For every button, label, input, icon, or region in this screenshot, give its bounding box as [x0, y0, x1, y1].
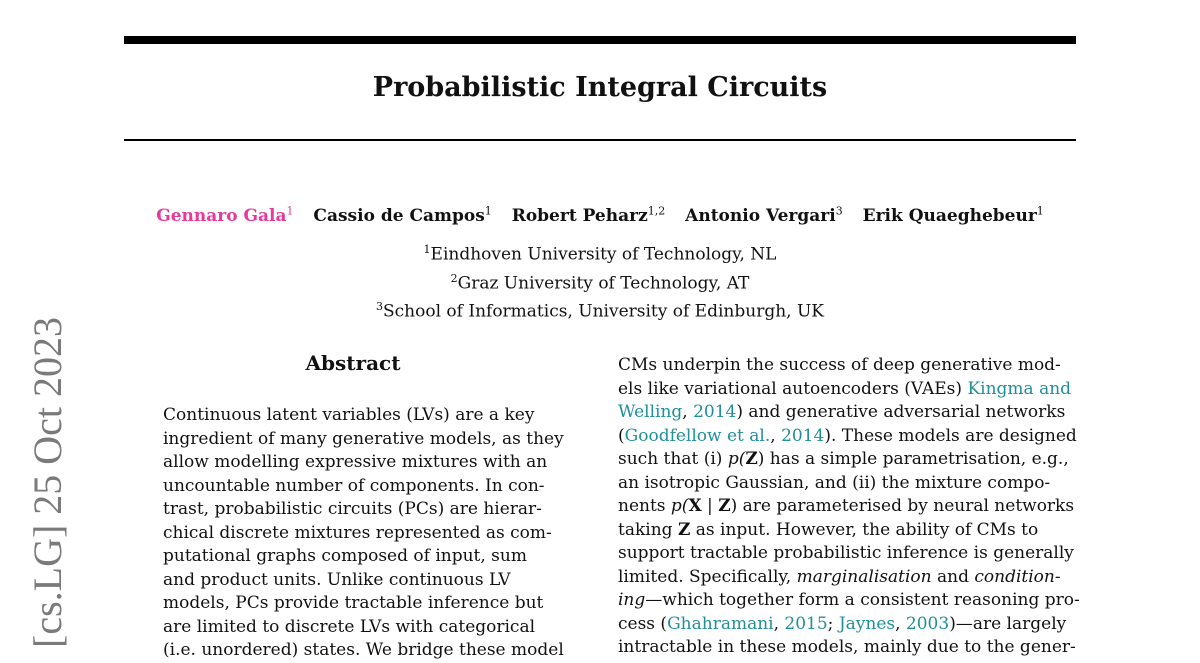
- term-conditioning: condition-: [974, 566, 1061, 587]
- affiliation-list: [124, 238, 1076, 324]
- math-z: Z: [718, 496, 731, 516]
- math-z: Z: [677, 519, 691, 540]
- term-conditioning-suffix: ing: [618, 590, 646, 610]
- author-erik-quaeghebeur: [863, 206, 1044, 226]
- abstract-line: (i.e. unordered) states. We bridge these model: [163, 640, 564, 660]
- abstract-line: ingredient of many generative models, as they: [163, 428, 564, 449]
- author-antonio-vergari: [685, 206, 843, 226]
- citation-kingma[interactable]: Kingma and: [967, 378, 1072, 399]
- author-affil-sup: 1: [286, 204, 294, 217]
- body-text: ) are parameterised by neural networks: [730, 496, 1075, 516]
- body-line: an isotropic Gaussian, and (ii) the mixture compo-: [618, 472, 1051, 493]
- citation-ghahramani[interactable]: Ghahramani: [667, 613, 774, 634]
- author-name: Robert Peharz: [511, 205, 648, 226]
- citation-goodfellow[interactable]: Goodfellow et al.: [624, 425, 771, 446]
- affil-sup: 2: [450, 271, 458, 285]
- author-robert-peharz: [512, 206, 666, 226]
- author-affil-sup: 1,2: [647, 204, 666, 217]
- body-text: as input. However, the ability of CMs to: [690, 519, 1039, 540]
- author-affil-sup: 3: [835, 204, 843, 217]
- author-name: Erik Quaeghebeur: [862, 205, 1037, 226]
- body-line: [618, 589, 1080, 613]
- author-list: [124, 204, 1076, 226]
- body-text: )—are largely: [949, 613, 1067, 634]
- body-line: [618, 448, 1080, 472]
- abstract-line: chical discrete mixtures represented as com-: [163, 522, 552, 543]
- body-text: ) has a simple parametrisation, e.g.,: [757, 449, 1069, 469]
- affil-text: School of Informatics, University of Edinburgh, UK: [383, 301, 824, 322]
- body-line: cess (Ghahramani, 2015; Jaynes, 2003)—are largely: [618, 613, 1067, 634]
- body-line: support tractable probabilistic inference is generally: [618, 543, 1074, 563]
- title-rule-top: [124, 36, 1076, 44]
- body-text: ). These models are designed: [824, 425, 1077, 446]
- math-x: X: [688, 496, 702, 516]
- affil-sup: 1: [423, 243, 431, 256]
- affil-text: Eindhoven University of Technology, NL: [430, 244, 777, 265]
- math-z: Z: [745, 449, 758, 469]
- body-text: nents: [618, 496, 671, 516]
- body-line: (Goodfellow et al., 2014). These models are designed: [618, 425, 1077, 446]
- affil-text: Graz University of Technology, AT: [457, 273, 750, 294]
- body-text: els like variational autoencoders (VAEs): [618, 378, 968, 399]
- body-text: —which together form a consistent reasoning pro-: [645, 590, 1080, 610]
- body-text: taking: [618, 519, 678, 540]
- body-line: Welling, 2014) and generative adversarial networks: [618, 402, 1066, 422]
- author-name: Cassio de Campos: [313, 205, 485, 226]
- math-bar: |: [701, 496, 719, 516]
- term-marginalisation: marginalisation: [796, 566, 932, 587]
- abstract-line: are limited to discrete LVs with categorical: [163, 616, 536, 637]
- abstract-line: trast, probabilistic circuits (PCs) are hierar-: [163, 499, 542, 519]
- author-affil-sup: 1: [484, 204, 492, 217]
- intro-body: [618, 354, 1080, 660]
- arxiv-side-id: [cs.LG] 25 Oct 2023: [25, 316, 70, 648]
- abstract-line: allow modelling expressive mixtures with an: [163, 452, 548, 472]
- body-line: [618, 566, 1080, 590]
- citation-ghahramani-year[interactable]: 2015: [784, 613, 828, 634]
- author-affil-sup: 1: [1036, 204, 1044, 217]
- author-name[interactable]: Gennaro Gala: [156, 205, 287, 226]
- abstract-line: uncountable number of components. In con-: [163, 475, 545, 496]
- body-line: [618, 519, 1080, 543]
- affiliation: [124, 238, 1076, 267]
- body-text: cess (: [618, 613, 668, 634]
- author-cassio-de-campos: [313, 206, 491, 226]
- body-line: CMs underpin the success of deep generative mod-: [618, 355, 1061, 375]
- body-text: ;: [827, 613, 839, 634]
- affiliation: [124, 267, 1076, 296]
- abstract-body: [163, 404, 564, 663]
- body-line: [618, 495, 1080, 519]
- affil-sup: 3: [376, 300, 383, 314]
- body-text: such that (i): [618, 449, 728, 469]
- citation-jaynes[interactable]: Jaynes: [838, 613, 896, 634]
- body-text: (: [618, 425, 625, 446]
- author-gennaro-gala[interactable]: [156, 206, 293, 226]
- citation-jaynes-year[interactable]: 2003: [905, 613, 950, 634]
- body-text: ) and generative adversarial networks: [736, 402, 1066, 422]
- abstract-line: Continuous latent variables (LVs) are a key: [163, 405, 535, 425]
- body-text: and: [931, 566, 975, 587]
- affiliation: [124, 295, 1076, 324]
- abstract-heading: Abstract: [305, 351, 401, 375]
- citation-kingma-author[interactable]: Welling: [618, 402, 683, 422]
- citation-kingma-year[interactable]: 2014: [693, 402, 737, 422]
- math-p: p(: [670, 496, 689, 516]
- body-line: [618, 378, 1080, 402]
- math-p: p(: [727, 449, 746, 469]
- body-line: intractable in these models, mainly due to the gener-: [618, 637, 1076, 657]
- author-name: Antonio Vergari: [685, 205, 836, 226]
- abstract-line: and product units. Unlike continuous LV: [163, 569, 511, 590]
- abstract-line: putational graphs composed of input, sum: [163, 546, 527, 566]
- abstract-line: models, PCs provide tractable inference but: [163, 593, 544, 613]
- citation-goodfellow-year[interactable]: 2014: [781, 425, 825, 446]
- title-rule-bottom: [124, 139, 1076, 141]
- body-text: limited. Specifically,: [618, 566, 797, 587]
- paper-title: Probabilistic Integral Circuits: [372, 72, 828, 103]
